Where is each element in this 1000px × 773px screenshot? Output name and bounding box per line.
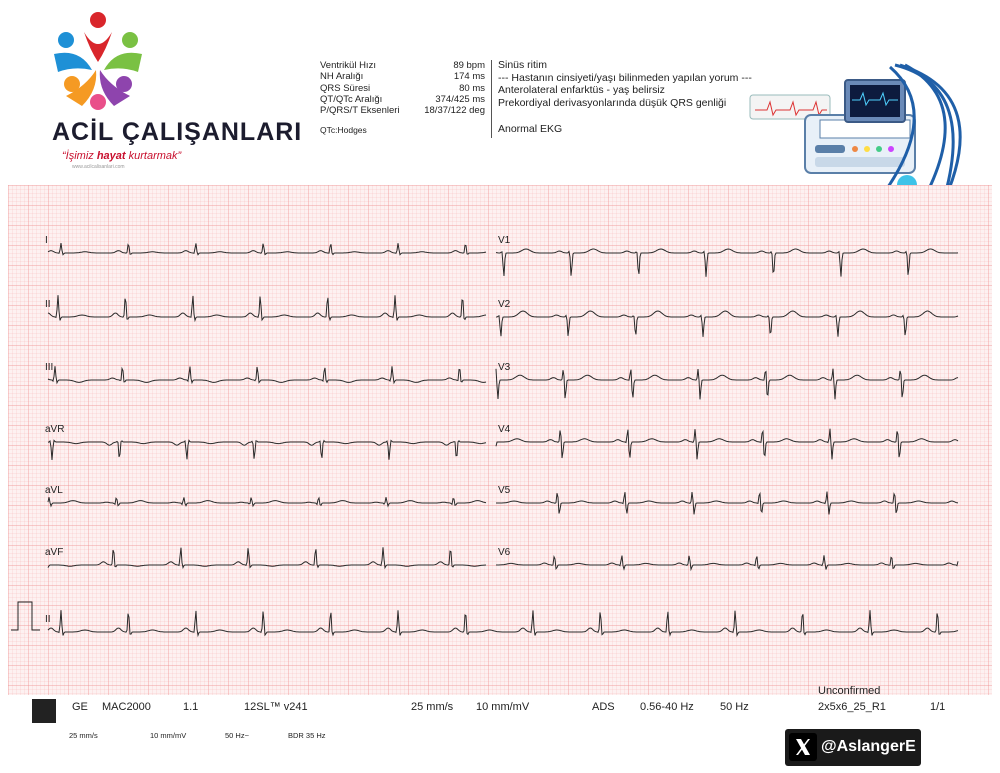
measurement-label: Ventrikül Hızı <box>320 60 376 71</box>
footer-status: Unconfirmed <box>818 685 881 697</box>
footer-marker <box>32 699 56 723</box>
header-divider <box>491 60 492 138</box>
footer-filter: 0.56-40 Hz <box>640 701 694 713</box>
footer-gain: 10 mm/mV <box>476 701 530 713</box>
measurement-value: 174 ms <box>453 71 485 83</box>
lead-label: aVL <box>45 485 63 496</box>
lead-label: V6 <box>498 547 511 558</box>
qtc-method: QTc:Hodges <box>320 125 367 136</box>
interpretation-line: --- Hastanın cinsiyeti/yaşı bilinmeden yapılan yorum --- <box>498 71 752 84</box>
lead-label: II <box>45 614 51 625</box>
footer-format: 2x5x6_25_R1 <box>818 701 886 713</box>
lead-label: III <box>45 362 54 373</box>
measurement-value: 80 ms <box>459 82 485 94</box>
footer-program: 12SL™ v241 <box>244 701 308 713</box>
measurement-label: NH Aralığı <box>320 71 364 83</box>
lead-label: aVR <box>45 424 65 435</box>
footer-small-speed: 25 mm/s <box>69 731 98 740</box>
footer-line-freq: 50 Hz <box>720 701 749 713</box>
logo-url: www.acilcalisanlari.com <box>72 164 125 170</box>
interpretation-panel <box>498 59 752 136</box>
footer-page: 1/1 <box>930 701 946 713</box>
measurement-value: 18/37/122 deg <box>424 105 485 117</box>
footer-small-bdr: BDR 35 Hz <box>288 731 326 740</box>
social-handle: @AslangerE <box>821 738 916 755</box>
measurement-label: P/QRS/T Eksenleri <box>320 105 400 117</box>
interpretation-summary: Anormal EKG <box>498 123 563 136</box>
measurement-label: QT/QTc Aralığı <box>320 93 383 105</box>
measurement-row <box>320 105 485 116</box>
x-logo-icon <box>789 733 817 761</box>
slogan-part: “İşimiz <box>62 150 97 162</box>
measurements-panel <box>320 60 485 137</box>
report-header <box>0 0 1000 185</box>
social-badge[interactable] <box>785 729 921 766</box>
lead-label: V4 <box>498 424 511 435</box>
logo-slogan <box>62 150 181 162</box>
acil-calisanlari-logo <box>40 10 303 190</box>
footer-small-line: 50 Hz~ <box>225 731 249 740</box>
lead-label: V1 <box>498 235 511 246</box>
lead-label: aVF <box>45 547 64 558</box>
ecg-grid <box>8 185 992 695</box>
interpretation-line: Prekordiyal derivasyonlarında düşük QRS genliği <box>498 96 727 109</box>
footer-brand: GE <box>72 701 88 713</box>
slogan-bold: hayat <box>96 150 126 162</box>
lead-label: V3 <box>498 362 511 373</box>
logo-title: ACİL ÇALIŞANLARI <box>52 118 303 146</box>
measurement-row <box>320 71 485 82</box>
interpretation-line: Sinüs ritim <box>498 59 548 71</box>
measurement-value: 89 bpm <box>453 60 485 71</box>
footer-ads: ADS <box>592 701 615 713</box>
footer-version: 1.1 <box>183 701 199 713</box>
measurement-row <box>320 83 485 94</box>
measurement-value: 374/425 ms <box>435 93 485 105</box>
interpretation-line: Anterolateral enfarktüs - yaş belirsiz <box>498 84 665 97</box>
lead-label: I <box>45 235 48 246</box>
lead-label: II <box>45 299 51 310</box>
slogan-part: kurtarmak” <box>125 150 182 162</box>
footer-speed: 25 mm/s <box>411 701 454 713</box>
logo-emblem-icon <box>40 10 200 120</box>
footer-model: MAC2000 <box>102 701 151 713</box>
lead-label: V5 <box>498 485 511 496</box>
measurement-row <box>320 60 485 71</box>
lead-label: V2 <box>498 299 511 310</box>
ecg-chart <box>8 185 992 695</box>
measurement-row <box>320 94 485 105</box>
footer-small-gain: 10 mm/mV <box>150 731 187 740</box>
measurement-label: QRS Süresi <box>320 82 371 94</box>
